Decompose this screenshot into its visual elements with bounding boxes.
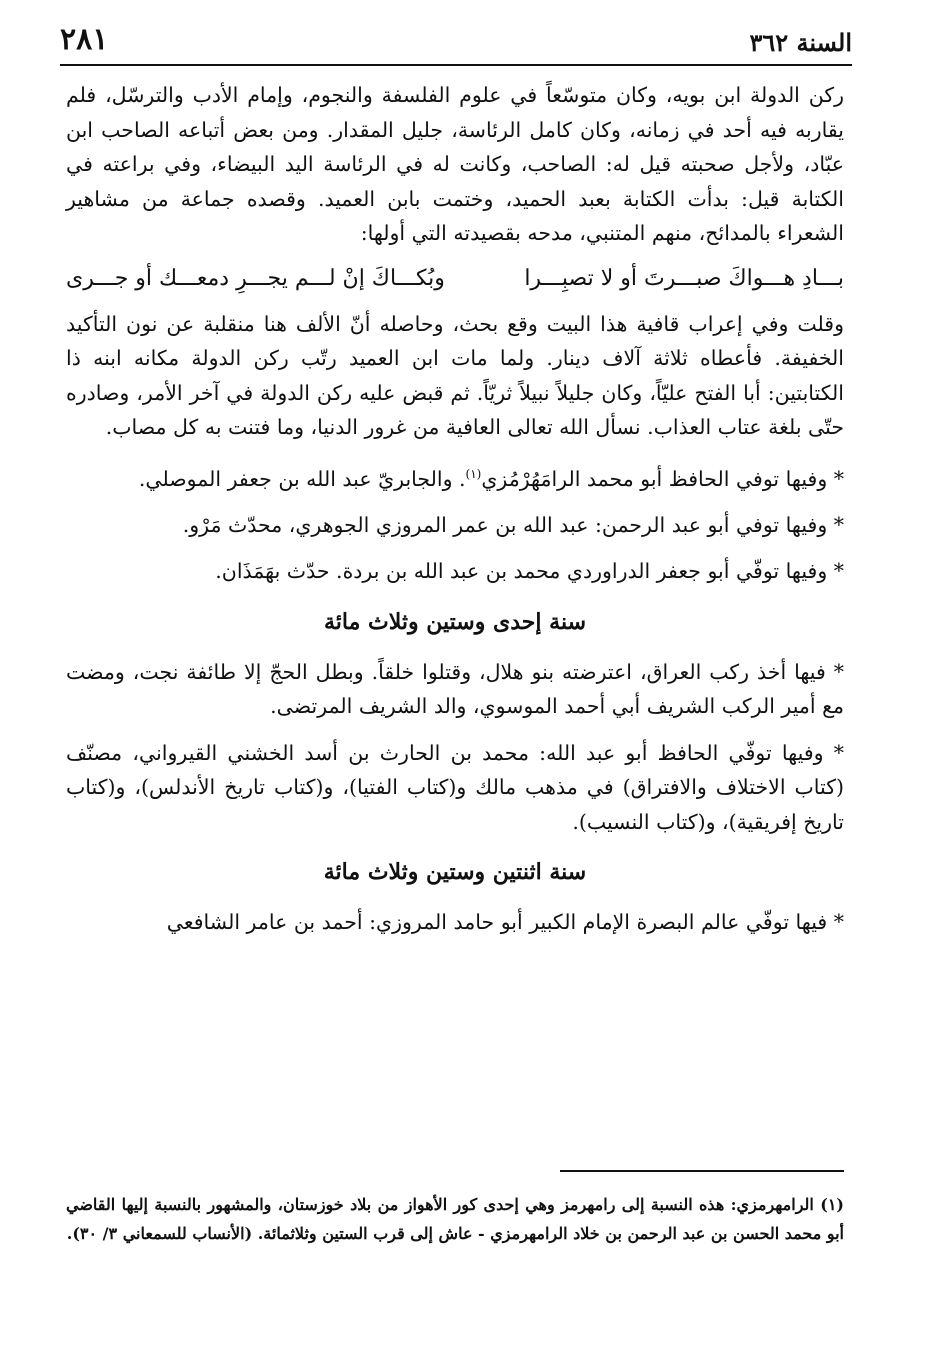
footnote-reference: (١): [465, 466, 482, 481]
page-number: ٢٨١: [60, 22, 109, 57]
verse-first-hemistich: بـــادِ هـــواكَ صبـــرتَ أو لا تصبِـــرا: [524, 265, 844, 291]
section-heading-2: سنة اثنتين وستين وثلاث مائة: [323, 859, 587, 886]
footnote-marker: (١): [820, 1195, 844, 1214]
entry-item-3: * وفيها توفّي أبو جعفر الدراوردي محمد بن عبد الله بن بردة. حدّث بهَمَذَان.: [215, 559, 844, 584]
verse-second-hemistich: وبُكـــاكَ إنْ لـــم يجـــرِ دمعـــك أو جـــرى: [66, 265, 445, 291]
entry-item-1-text-b: . والجابريّ عبد الله بن جعفر الموصلي.: [138, 466, 466, 491]
footnote-rule: [560, 1170, 844, 1172]
paragraph-1: ركن الدولة ابن بويه، وكان متوسّعاً في علوم الفلسفة والنجوم، وإمام الأدب والترسّل، فلم يقاربه فيه أحد في زمانه، وكان كامل الرئاسة، جليل المقدار. ومن بعض أتباعه الصاحب ابن عبّاد، ولأجل صحبته قيل له: الصاحب، وكانت له في الرئاسة اليد البيضاء، وفي براعته في الكتابة قيل: بدأت الكتابة بعبد الحميد، وختمت بابن العميد. وقصده جماعة من مشاهير الشعراء بالمدائح، منهم المتنبي، مدحه بقصيدته التي أولها:: [66, 83, 844, 245]
entry-item-6: * فيها توفّي عالم البصرة الإمام الكبير أبو حامد المروزي: أحمد بن عامر الشافعي: [166, 910, 844, 935]
main-text: [66, 78, 844, 940]
running-head: [60, 22, 852, 62]
entry-item-1-text-a: * وفيها توفي الحافظ أبو محمد الرامَهُرْمُزي: [481, 466, 844, 491]
section-heading-1: سنة إحدى وستين وثلاث مائة: [323, 608, 587, 635]
verse-line: [66, 261, 844, 297]
paragraph-2: وقلت وفي إعراب قافية هذا البيت وقع بحث، وحاصله أنّ الألف هنا منقلبة عن نون التأكيد الخفيفة. فأعطاه ثلاثة آلاف دينار. ولما مات ابن العميد رتّب ركن الدولة مكانه ابنه ذا الكتابتين: أبا الفتح عليّاً، وكان جليلاً نبيلاً ثريّاً. ثم قبض عليه ركن الدولة في آخر الأمر، وصادره حتّى بلغة عتاب العذاب. نسأل الله تعالى العافية من غرور الدنيا، وما فتنت به كل مصاب.: [66, 311, 844, 439]
entry-item-1: [66, 457, 844, 496]
entry-item-5: * وفيها توفّي الحافظ أبو عبد الله: محمد بن الحارث بن أسد الخشني القيرواني، مصنّف (كتاب الاختلاف والافتراق) في مذهب مالك و(كتاب الفتيا)، و(كتاب تاريخ الأندلس)، و(كتاب تاريخ إفريقية)، و(كتاب النسيب).: [66, 740, 844, 834]
entry-item-2: * وفيها توفي أبو عبد الرحمن: عبد الله بن عمر المروزي الجوهري، محدّث مَرْو.: [182, 512, 844, 537]
entry-item-4: * فيها أخذ ركب العراق، اعترضته بنو هلال، وقتلوا خلقاً. وبطل الحجّ إلا طائفة نجت، ومضت مع أمير الركب الشريف أبي أحمد الموسوي، والد الشريف المرتضى.: [66, 659, 844, 719]
section-title: السنة ٣٦٢: [749, 28, 852, 57]
footnote: [66, 1190, 844, 1248]
footnote-text: الرامهرمزي: هذه النسبة إلى رامهرمز وهي إحدى كور الأهواز من بلاد خوزستان، والمشهور بالنسبة إليها القاضي أبو محمد الحسن بن عبد الرحمن بن خلاد الرامهرمزي - عاش إلى قرب الستين وثلاثمائة. (الأنساب للسمعاني ٣/ ٣٠).: [66, 1195, 844, 1243]
header-rule: [60, 64, 852, 66]
